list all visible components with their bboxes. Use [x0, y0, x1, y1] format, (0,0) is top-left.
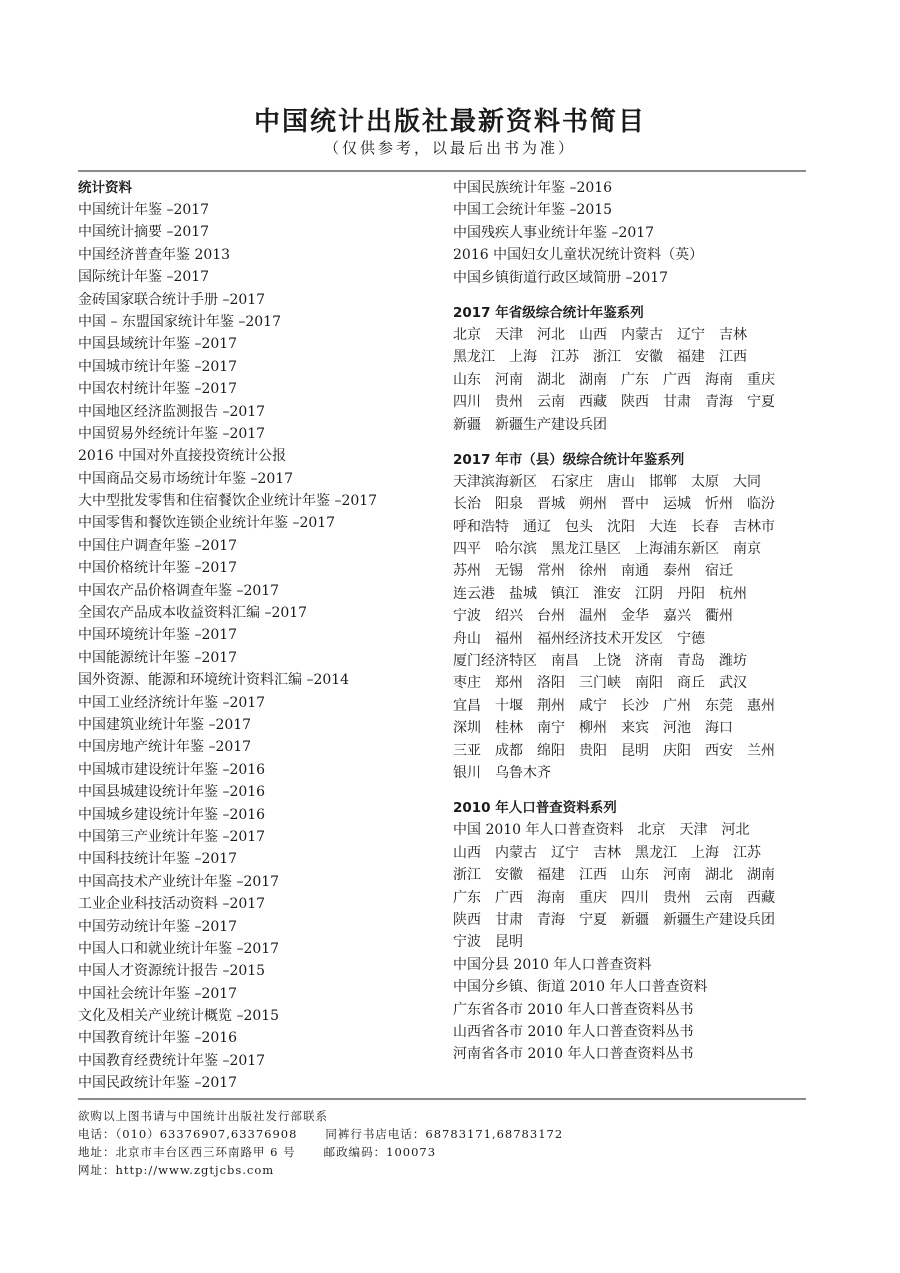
book-list-item: 中国科技统计年鉴 –2017: [78, 851, 238, 868]
book-list-item: 中国县城建设统计年鉴 –2016: [78, 784, 266, 801]
census-list-line: 广东 广西 海南 重庆 四川 贵州 云南 西藏: [453, 889, 775, 906]
region-list-line: 呼和浩特 通辽 包头 沈阳 大连 长春 吉林市: [453, 518, 775, 535]
book-list-item: 金砖国家联合统计手册 –2017: [78, 291, 266, 308]
contact-footer: [78, 1107, 818, 1179]
census-book-list: [453, 819, 813, 1065]
left-column: [78, 177, 438, 1095]
region-list-line: 舟山 福州 福州经济技术开发区 宁德: [453, 630, 705, 647]
book-list-item: 中国残疾人事业统计年鉴 –2017: [453, 224, 655, 241]
statistics-book-list: [78, 199, 438, 1095]
book-list-item: 中国城乡建设统计年鉴 –2016: [78, 806, 266, 823]
book-list-item: 中国第三产业统计年鉴 –2017: [78, 828, 266, 845]
book-list-item: 中国教育经费统计年鉴 –2017: [78, 1052, 266, 1069]
region-list-line: 银川 乌鲁木齐: [453, 764, 551, 781]
book-list-item: 中国教育统计年鉴 –2016: [78, 1030, 238, 1047]
book-list-item: 中国人才资源统计报告 –2015: [78, 963, 266, 980]
book-list-item: 中国城市建设统计年鉴 –2016: [78, 761, 266, 778]
region-list-line: 宁波 绍兴 台州 温州 金华 嘉兴 衢州: [453, 608, 733, 625]
section-title-statistics: 统计资料: [78, 180, 132, 196]
book-list-item: 中国价格统计年鉴 –2017: [78, 560, 238, 577]
book-list-item: 中国地区经济监测报告 –2017: [78, 403, 266, 420]
section-title-census: 2010 年人口普查资料系列: [453, 800, 617, 817]
website-label: 网址：: [78, 1163, 116, 1177]
section-title-city: 2017 年市（县）级综合统计年鉴系列: [453, 451, 685, 468]
bottom-divider: [78, 1098, 806, 1100]
region-list-line: 三亚 成都 绵阳 贵阳 昆明 庆阳 西安 兰州: [453, 742, 775, 759]
region-list-line: 山东 河南 湖北 湖南 广东 广西 海南 重庆: [453, 371, 775, 388]
book-list-item: 中国能源统计年鉴 –2017: [78, 649, 238, 666]
website-link[interactable]: http://www.zgtjcbs.com: [115, 1163, 275, 1177]
postcode-value: 100073: [386, 1145, 437, 1159]
book-list-item: 全国农产品成本收益资料汇编 –2017: [78, 605, 308, 622]
phone-label: 电话：: [78, 1127, 116, 1141]
phone-number: （010）63376907,63376908: [115, 1127, 298, 1141]
section-title-provincial: 2017 年省级综合统计年鉴系列: [453, 304, 644, 321]
top-divider: [78, 170, 806, 172]
book-list-item: 中国环境统计年鉴 –2017: [78, 627, 238, 644]
store-phone-number: 68783171,68783172: [425, 1127, 564, 1141]
book-list-item: 中国农产品价格调查年鉴 –2017: [78, 582, 280, 599]
region-list-line: 深圳 桂林 南宁 柳州 来宾 河池 海口: [453, 720, 733, 737]
book-list-item: 中国零售和餐饮连锁企业统计年鉴 –2017: [78, 515, 336, 532]
region-list-line: 四平 哈尔滨 黑龙江垦区 上海浦东新区 南京: [453, 541, 761, 558]
book-list-item: 中国贸易外经统计年鉴 –2017: [78, 425, 266, 442]
region-list-line: 长治 阳泉 晋城 朔州 晋中 运城 忻州 临汾: [453, 496, 775, 513]
census-list-line: 浙江 安徽 福建 江西 山东 河南 湖北 湖南: [453, 867, 775, 884]
book-list-item: 中国高技术产业统计年鉴 –2017: [78, 873, 280, 890]
book-list-item: 中国县域统计年鉴 –2017: [78, 336, 238, 353]
postcode-label: 邮政编码：: [323, 1145, 387, 1159]
address-line: [78, 1143, 818, 1161]
book-list-item: 中国统计年鉴 –2017: [78, 202, 210, 218]
book-list-item: 国外资源、能源和环境统计资料汇编 –2014: [78, 672, 350, 689]
census-list-line: 中国分乡镇、街道 2010 年人口普查资料: [453, 979, 708, 996]
book-list-item: 中国社会统计年鉴 –2017: [78, 985, 238, 1002]
region-list-line: 宜昌 十堰 荆州 咸宁 长沙 广州 东莞 惠州: [453, 697, 775, 714]
book-list-item: 中国经济普查年鉴 2013: [78, 246, 231, 263]
region-list-line: 枣庄 郑州 洛阳 三门峡 南阳 商丘 武汉: [453, 675, 747, 692]
website-line: [78, 1161, 818, 1179]
right-column: [453, 177, 813, 1066]
book-list-item: 中国乡镇街道行政区域简册 –2017: [453, 269, 669, 286]
page-subtitle: （仅供参考，以最后出书为准）: [323, 139, 576, 157]
book-list-item: 2016 中国妇女儿童状况统计资料（英）: [453, 247, 704, 264]
book-list-item: 国际统计年鉴 –2017: [78, 269, 210, 286]
address-text: 北京市丰台区西三环南路甲 6 号: [115, 1145, 296, 1159]
provincial-yearbook-list: [453, 324, 813, 436]
region-list-line: 四川 贵州 云南 西藏 陕西 甘肃 青海 宁夏: [453, 394, 775, 411]
book-list-item: 中国人口和就业统计年鉴 –2017: [78, 940, 280, 957]
book-list-item: 中国商品交易市场统计年鉴 –2017: [78, 470, 294, 487]
page-title: 中国统计出版社最新资料书简目: [253, 107, 646, 137]
phone-line: [78, 1125, 818, 1143]
region-list-line: 黑龙江 上海 江苏 浙江 安徽 福建 江西: [453, 349, 747, 366]
region-list-line: 连云港 盐城 镇江 淮安 江阴 丹阳 杭州: [453, 585, 747, 602]
census-list-line: 山西 内蒙古 辽宁 吉林 黑龙江 上海 江苏: [453, 844, 761, 861]
book-list-item: 文化及相关产业统计概览 –2015: [78, 1008, 280, 1025]
census-list-line: 陕西 甘肃 青海 宁夏 新疆 新疆生产建设兵团: [453, 911, 775, 928]
region-list-line: 天津滨海新区 石家庄 唐山 邯郸 太原 大同: [453, 473, 761, 490]
census-list-line: 广东省各市 2010 年人口普查资料丛书: [453, 1001, 694, 1018]
census-list-line: 宁波 昆明: [453, 934, 523, 951]
order-note: 欲购以上图书请与中国统计出版社发行部联系: [78, 1109, 328, 1123]
census-list-line: 河南省各市 2010 年人口普查资料丛书: [453, 1046, 694, 1063]
region-list-line: 厦门经济特区 南昌 上饶 济南 青岛 潍坊: [453, 653, 747, 670]
book-list-item: 中国农村统计年鉴 –2017: [78, 381, 238, 398]
book-list-item: 中国住户调查年鉴 –2017: [78, 537, 238, 554]
region-list-line: 苏州 无锡 常州 徐州 南通 泰州 宿迁: [453, 563, 733, 580]
book-list-item: 中国民族统计年鉴 –2016: [453, 180, 613, 196]
address-label: 地址：: [78, 1145, 116, 1159]
book-list-item: 中国建筑业统计年鉴 –2017: [78, 716, 252, 733]
book-list-item: 工业企业科技活动资料 –2017: [78, 896, 266, 913]
region-list-line: 新疆 新疆生产建设兵团: [453, 416, 607, 433]
city-yearbook-list: [453, 471, 813, 784]
book-list-item: 中国统计摘要 –2017: [78, 224, 210, 241]
book-list-item: 中国工业经济统计年鉴 –2017: [78, 694, 266, 711]
misc-book-list: [453, 177, 813, 289]
book-list-item: 2016 中国对外直接投资统计公报: [78, 448, 287, 465]
book-list-item: 大中型批发零售和住宿餐饮企业统计年鉴 –2017: [78, 493, 378, 510]
census-list-line: 中国分县 2010 年人口普查资料: [453, 956, 652, 973]
book-list-item: 中国劳动统计年鉴 –2017: [78, 918, 238, 935]
region-list-line: 北京 天津 河北 山西 内蒙古 辽宁 吉林: [453, 326, 747, 343]
census-list-line: 中国 2010 年人口普查资料 北京 天津 河北: [453, 822, 750, 839]
book-list-item: 中国 – 东盟国家统计年鉴 –2017: [78, 313, 281, 330]
census-list-line: 山西省各市 2010 年人口普查资料丛书: [453, 1023, 694, 1040]
book-list-item: 中国民政统计年鉴 –2017: [78, 1075, 238, 1092]
store-phone-label: 同裤行书店电话：: [325, 1127, 426, 1141]
book-list-item: 中国城市统计年鉴 –2017: [78, 358, 238, 375]
book-list-item: 中国房地产统计年鉴 –2017: [78, 739, 252, 756]
book-list-item: 中国工会统计年鉴 –2015: [453, 202, 613, 219]
